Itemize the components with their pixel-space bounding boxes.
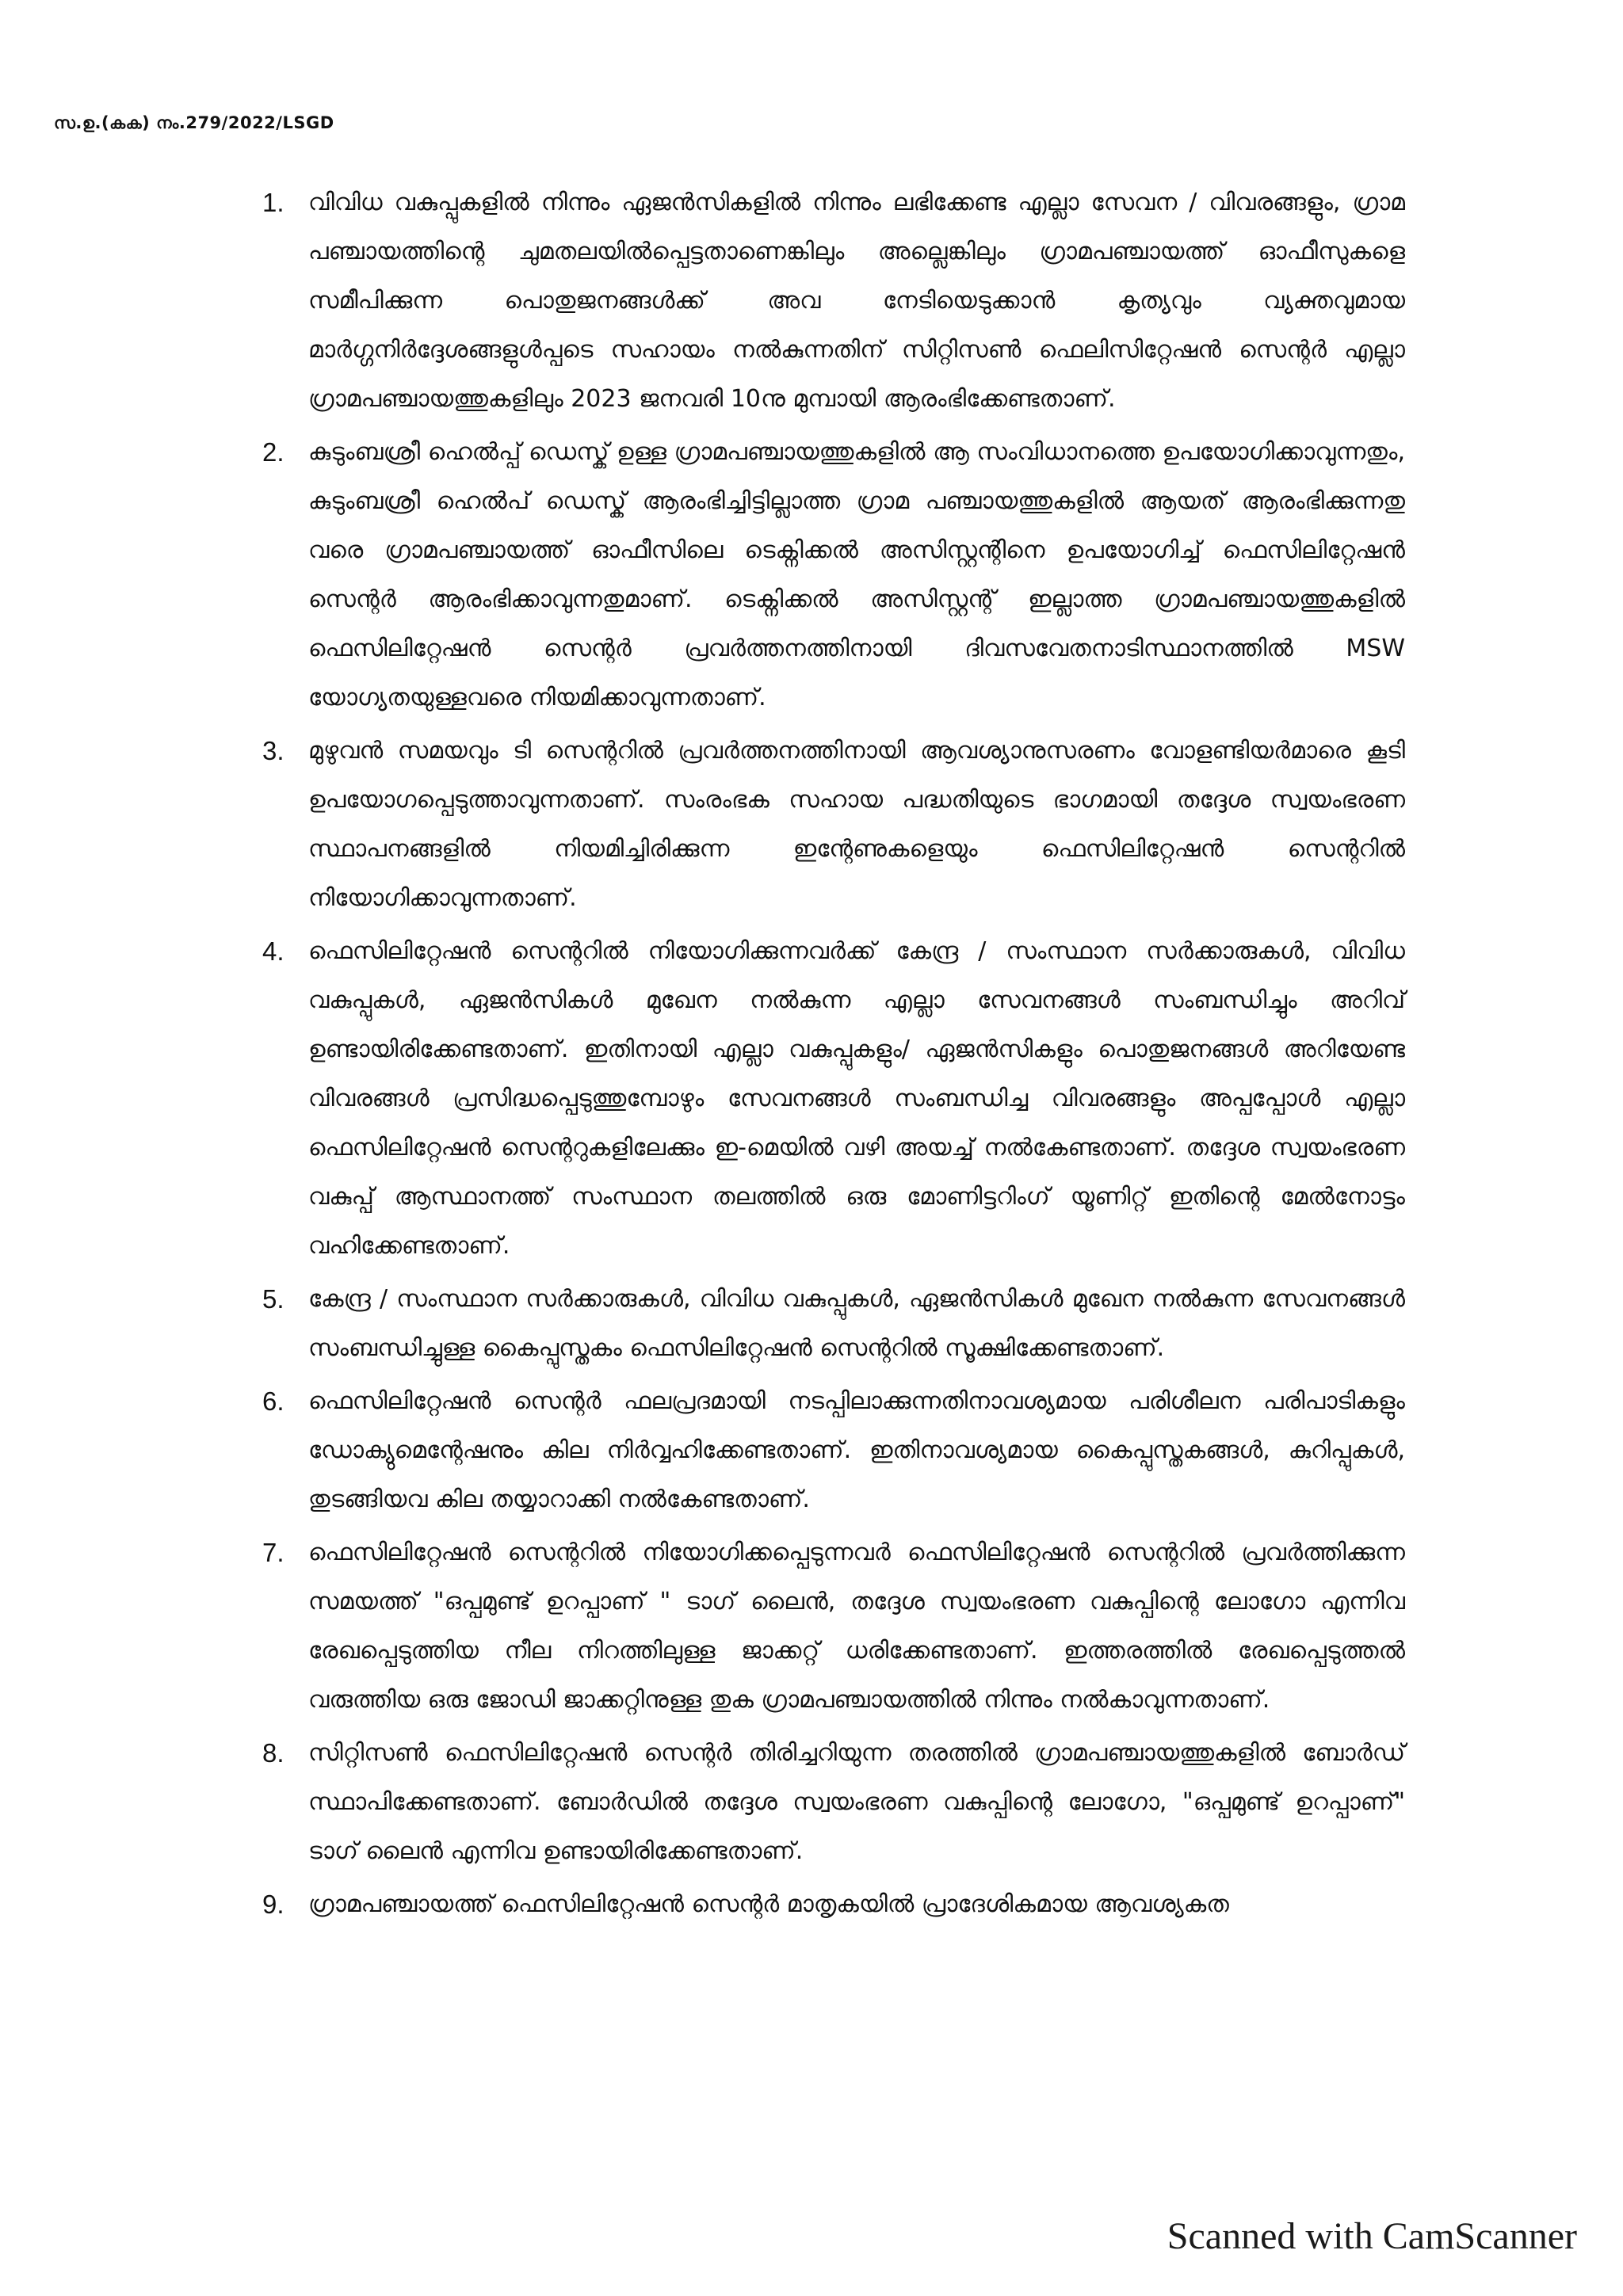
scanner-watermark: Scanned with CamScanner	[1167, 2215, 1577, 2257]
point-number: 4.	[262, 936, 285, 966]
point-number: 9.	[262, 1890, 285, 1919]
directive-points-list	[262, 178, 1405, 1933]
point-text: കുടുംബശ്രീ ഹെൽപ്പ് ഡെസ്ക് ഉള്ള ഗ്രാമപഞ്ചായത്തുകളിൽ ആ സംവിധാനത്തെ ഉപയോഗിക്കാവുന്നതും, കുടുംബശ്രീ ഹെൽപ് ഡെസ്ക് ആരംഭിച്ചിട്ടില്ലാത്ത ഗ്രാമ പഞ്ചായത്തുകളിൽ ആയത് ആരംഭിക്കുന്നതു വരെ ഗ്രാമപഞ്ചായത്ത് ഓഫീസിലെ ടെക്നിക്കൽ അസിസ്റ്റന്റിനെ ഉപയോഗിച്ച് ഫെസിലിറ്റേഷൻ സെന്റർ ആരംഭിക്കാവുന്നതുമാണ്. ടെക്നിക്കൽ അസിസ്റ്റന്റ് ഇല്ലാത്ത ഗ്രാമപഞ്ചായത്തുകളിൽ ഫെസിലിറ്റേഷൻ സെന്റർ പ്രവർത്തനത്തിനായി ദിവസവേതനാടിസ്ഥാനത്തിൽ MSW യോഗ്യതയുള്ളവരെ നിയമിക്കാവുന്നതാണ്.	[308, 438, 1405, 711]
point-number: 8.	[262, 1738, 285, 1768]
point-number: 2.	[262, 437, 285, 467]
directive-point-5	[262, 1275, 1405, 1373]
point-number: 6.	[262, 1386, 285, 1416]
directive-point-1	[262, 178, 1405, 424]
point-text: വിവിധ വകുപ്പുകളിൽ നിന്നും ഏജൻസികളിൽ നിന്നും ലഭിക്കേണ്ട എല്ലാ സേവന / വിവരങ്ങളും, ഗ്രാമ പഞ്ചായത്തിന്റെ ചുമതലയിൽപ്പെട്ടതാണെങ്കിലും അല്ലെങ്കിലും ഗ്രാമപഞ്ചായത്ത് ഓഫീസുകളെ സമീപിക്കുന്ന പൊതുജനങ്ങൾക്ക് അവ നേടിയെടുക്കാൻ കൃത്യവും വ്യക്തവുമായ മാർഗ്ഗനിർദ്ദേശങ്ങളുൾപ്പടെ സഹായം നൽകുന്നതിന് സിറ്റിസൺ ഫെലിസിറ്റേഷൻ സെന്റർ എല്ലാ ഗ്രാമപഞ്ചായത്തുകളിലും 2023 ജനവരി 10നു മുമ്പായി ആരംഭിക്കേണ്ടതാണ്.	[308, 189, 1405, 413]
point-number: 7.	[262, 1538, 285, 1567]
point-text: ഫെസിലിറ്റേഷൻ സെന്ററിൽ നിയോഗിക്കപ്പെടുന്നവർ ഫെസിലിറ്റേഷൻ സെന്ററിൽ പ്രവർത്തിക്കുന്ന സമയത്ത് "ഒപ്പമുണ്ട് ഉറപ്പാണ് " ടാഗ് ലൈൻ, തദ്ദേശ സ്വയംഭരണ വകുപ്പിന്റെ ലോഗോ എന്നിവ രേഖപ്പെടുത്തിയ നീല നിറത്തിലുള്ള ജാക്കറ്റ് ധരിക്കേണ്ടതാണ്. ഇത്തരത്തിൽ രേഖപ്പെടുത്തൽ വരുത്തിയ ഒരു ജോഡി ജാക്കറ്റിനുള്ള തുക ഗ്രാമപഞ്ചായത്തിൽ നിന്നും നൽകാവുന്നതാണ്.	[308, 1539, 1405, 1714]
point-number: 1.	[262, 188, 285, 217]
point-text: ഫെസിലിറ്റേഷൻ സെന്റർ ഫലപ്രദമായി നടപ്പിലാക്കുന്നതിനാവശ്യമായ പരിശീലന പരിപാടികളും ഡോക്യുമെന്റേഷനും കില നിർവ്വഹിക്കേണ്ടതാണ്. ഇതിനാവശ്യമായ കൈപ്പുസ്തകങ്ങൾ, കുറിപ്പുകൾ, തുടങ്ങിയവ കില തയ്യാറാക്കി നൽകേണ്ടതാണ്.	[308, 1387, 1405, 1513]
directive-point-9	[262, 1880, 1405, 1929]
point-text: ഗ്രാമപഞ്ചായത്ത് ഫെസിലിറ്റേഷൻ സെന്റർ മാതൃകയിൽ പ്രാദേശികമായ ആവശ്യകത	[308, 1890, 1229, 1918]
directive-point-2	[262, 428, 1405, 723]
directive-point-4	[262, 927, 1405, 1271]
point-text: ഫെസിലിറ്റേഷൻ സെന്ററിൽ നിയോഗിക്കുന്നവർക്ക് കേന്ദ്ര / സംസ്ഥാന സർക്കാരുകൾ, വിവിധ വകുപ്പുകൾ, ഏജൻസികൾ മുഖേന നൽകുന്ന എല്ലാ സേവനങ്ങൾ സംബന്ധിച്ചും അറിവ് ഉണ്ടായിരിക്കേണ്ടതാണ്. ഇതിനായി എല്ലാ വകുപ്പുകളും/ ഏജൻസികളും പൊതുജനങ്ങൾ അറിയേണ്ട വിവരങ്ങൾ പ്രസിദ്ധപ്പെടുത്തുമ്പോഴും സേവനങ്ങൾ സംബന്ധിച്ച വിവരങ്ങളും അപ്പപ്പോൾ എല്ലാ ഫെസിലിറ്റേഷൻ സെന്ററുകളിലേക്കും ഇ-മെയിൽ വഴി അയച്ച് നൽകേണ്ടതാണ്. തദ്ദേശ സ്വയംഭരണ വകുപ്പ് ആസ്ഥാനത്ത് സംസ്ഥാന തലത്തിൽ ഒരു മോണിട്ടറിംഗ് യൂണിറ്റ് ഇതിന്റെ മേൽനോട്ടം വഹിക്കേണ്ടതാണ്.	[308, 937, 1405, 1260]
directive-point-6	[262, 1377, 1405, 1524]
directive-point-8	[262, 1729, 1405, 1876]
directive-point-3	[262, 727, 1405, 923]
point-text: സിറ്റിസൺ ഫെസിലിറ്റേഷൻ സെന്റർ തിരിച്ചറിയുന്ന തരത്തിൽ ഗ്രാമപഞ്ചായത്തുകളിൽ ബോർഡ് സ്ഥാപിക്കേണ്ടതാണ്. ബോർഡിൽ തദ്ദേശ സ്വയംഭരണ വകുപ്പിന്റെ ലോഗോ, "ഒപ്പമുണ്ട് ഉറപ്പാണ്" ടാഗ് ലൈൻ എന്നിവ ഉണ്ടായിരിക്കേണ്ടതാണ്.	[308, 1739, 1405, 1865]
point-number: 3.	[262, 736, 285, 765]
point-text: മുഴുവൻ സമയവും ടി സെന്ററിൽ പ്രവർത്തനത്തിനായി ആവശ്യാനുസരണം വോളണ്ടിയർമാരെ കൂടി ഉപയോഗപ്പെടുത്താവുന്നതാണ്. സംരംഭക സഹായ പദ്ധതിയുടെ ഭാഗമായി തദ്ദേശ സ്വയംഭരണ സ്ഥാപനങ്ങളിൽ നിയമിച്ചിരിക്കുന്ന ഇന്റേണുകളെയും ഫെസിലിറ്റേഷൻ സെന്ററിൽ നിയോഗിക്കാവുന്നതാണ്.	[308, 737, 1405, 912]
directive-point-7	[262, 1528, 1405, 1725]
point-number: 5.	[262, 1284, 285, 1314]
order-reference-number: സ.ഉ.(കക) നം.279/2022/LSGD	[54, 113, 334, 132]
point-text: കേന്ദ്ര / സംസ്ഥാന സർക്കാരുകൾ, വിവിധ വകുപ്പുകൾ, ഏജൻസികൾ മുഖേന നൽകുന്ന സേവനങ്ങൾ സംബന്ധിച്ചുള്ള കൈപ്പുസ്തകം ഫെസിലിറ്റേഷൻ സെന്ററിൽ സൂക്ഷിക്കേണ്ടതാണ്.	[308, 1285, 1405, 1362]
